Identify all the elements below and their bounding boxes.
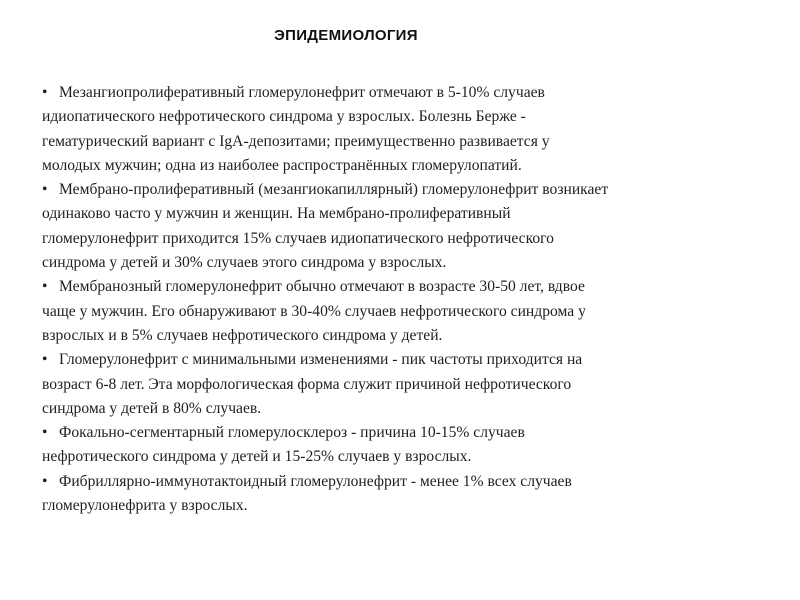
text-line-content: Мезангиопролиферативный гломерулонефрит отмечают в 5-10% случаев [59,84,545,101]
bullet: • [42,278,48,296]
text-line [42,81,782,105]
text-line-content: Гломерулонефрит с минимальными изменениями - пик частоты приходится на [59,351,583,369]
bullet: • [42,472,48,490]
bullet: • [42,181,48,199]
text-line: гломерулонефрит приходится 15% случаев идиопатического нефротического [42,229,554,247]
text-line [42,348,782,372]
text-line: возраст 6-8 лет. Эта морфологическая форма служит причиной нефротического [42,375,572,393]
text-line [42,178,782,202]
text-line: одинаково часто у мужчин и женщин. На мембрано-пролиферативный [42,205,511,223]
paragraph-minimal-change [42,348,782,421]
text-line-content: Фибриллярно-иммунотактоидный гломерулонефрит - менее 1% всех случаев [59,472,572,490]
text-line-content: Фокально-сегментарный гломерулосклероз - причина 10-15% случаев [59,424,525,442]
text-line: взрослых и в 5% случаев нефротического синдрома у детей. [42,326,443,344]
text-line: молодых мужчин; одна из наиболее распространённых гломерулопатий. [42,156,522,174]
text-line-content: Мембранозный гломерулонефрит обычно отмечают в возрасте 30-50 лет, вдвое [59,278,585,296]
bullet: • [42,84,48,101]
text-line: нефротического синдрома у детей и 15-25% случаев у взрослых. [42,448,472,466]
bullet: • [42,424,48,442]
text-line: гломерулонефрита у взрослых. [42,497,248,515]
slide-content [42,81,782,518]
text-line [42,275,782,299]
text-line [42,470,782,494]
slide-title: ЭПИДЕМИОЛОГИЯ [274,27,418,44]
text-line: гематурический вариант с IgA-депозитами; преимущественно развивается у [42,132,550,150]
paragraph-fsgs [42,421,782,470]
text-line: идиопатического нефротического синдрома у взрослых. Болезнь Берже - [42,108,526,126]
bullet: • [42,351,48,369]
text-line: синдрома у детей и 30% случаев этого синдрома у взрослых. [42,254,447,272]
text-line: синдрома у детей в 80% случаев. [42,399,262,417]
text-line-content: Мембрано-пролиферативный (мезангиокапиллярный) гломерулонефрит возникает [59,181,609,199]
paragraph-fibrillary [42,470,782,519]
text-line: чаще у мужчин. Его обнаруживают в 30-40% случаев нефротического синдрома у [42,302,586,320]
paragraph-membranous [42,275,782,348]
paragraph-mesangioproliferative [42,81,782,178]
paragraph-membranoproliferative [42,178,782,275]
text-line [42,421,782,445]
